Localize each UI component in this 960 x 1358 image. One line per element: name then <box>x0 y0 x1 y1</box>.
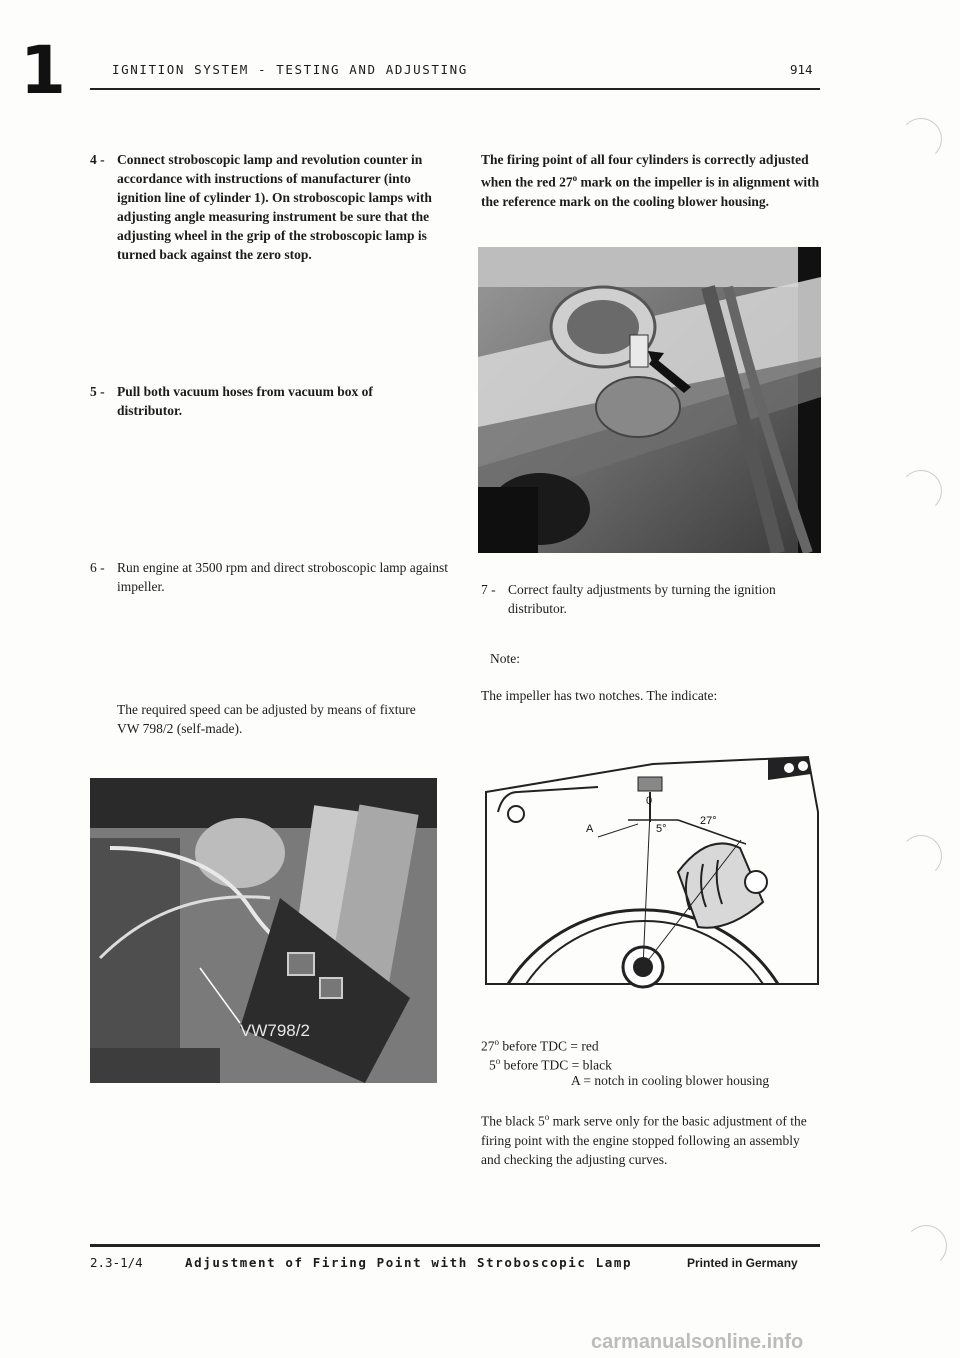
step-6 <box>90 558 470 596</box>
step-7-number: 7 - <box>481 582 496 597</box>
legend-red-value: 27 <box>481 1038 495 1054</box>
step-4-text: Connect stroboscopic lamp and revolution counter in accordance with instructions of manufacturer (into ignition line of cylinder 1). On stroboscopic lamps with adjusting angle measuring instrument be sure that the adjusting wheel in the grip of the stroboscopic lamp is turned back against the zero stop. <box>117 152 432 262</box>
fixture-label: VW798/2 <box>240 1021 310 1040</box>
page-header-model: 914 <box>790 62 813 77</box>
impeller-photo <box>478 247 821 553</box>
step-7-text: Correct faulty adjustments by turning the ignition distributor. <box>508 582 776 616</box>
step-6-text: Run engine at 3500 rpm and direct stroboscopic lamp against impeller. <box>117 560 449 594</box>
step-4-number: 4 - <box>90 152 105 167</box>
diagram-label-a: A <box>586 823 594 835</box>
black-mark-note-a: The black 5 <box>481 1113 545 1129</box>
fixture-photo <box>90 778 437 1083</box>
black-mark-note-b: mark serve only for the basic adjustment of the firing point with the engine stopped following an assembly and checking the adjusting curves. <box>481 1113 807 1167</box>
legend-black-degree: o <box>495 1056 501 1066</box>
step-5 <box>90 382 440 420</box>
firing-point-intro-after: mark on the impeller is in alignment with the reference mark on the cooling blower housing. <box>481 174 820 209</box>
step-5-text: Pull both vacuum hoses from vacuum box of distributor. <box>117 384 373 418</box>
header-rule <box>90 88 820 90</box>
fixture-photo-drawing <box>90 778 437 1083</box>
impeller-diagram-drawing <box>478 752 823 992</box>
page-header-title: IGNITION SYSTEM - TESTING AND ADJUSTING <box>112 62 468 77</box>
binder-hole <box>900 470 942 512</box>
footer-printed: Printed in Germany <box>687 1256 798 1270</box>
step-6-number: 6 - <box>90 560 105 575</box>
black-mark-note-degree: o <box>544 1112 550 1122</box>
impeller-diagram <box>478 752 823 992</box>
firing-point-intro-before: The firing point of all four cylinders is correctly adjusted when the red 27 <box>481 152 809 190</box>
diagram-label-5deg: 5° <box>656 823 667 835</box>
step-5-number: 5 - <box>90 384 105 399</box>
footer-rule <box>90 1244 820 1247</box>
legend-black-value: 5 <box>489 1057 496 1073</box>
legend-red-degree: o <box>494 1037 499 1047</box>
diagram-label-27deg: 27° <box>700 815 717 827</box>
firing-point-intro-degree: o <box>572 173 578 183</box>
black-mark-note <box>481 1108 821 1169</box>
diagram-label-zero: 0 <box>646 795 653 807</box>
footer-title: Adjustment of Firing Point with Stroboscopic Lamp <box>185 1255 633 1270</box>
legend-black-text: before TDC = black <box>500 1057 612 1073</box>
impeller-photo-drawing <box>478 247 821 553</box>
step-7 <box>481 580 821 618</box>
watermark: carmanualsonline.info <box>591 1331 804 1353</box>
note-text: The impeller has two notches. The indicate: <box>481 688 718 703</box>
legend-notch: A = notch in cooling blower housing <box>571 1073 770 1088</box>
note-label: Note: <box>490 651 520 666</box>
binder-hole <box>900 835 942 877</box>
speed-note: The required speed can be adjusted by means of fixture VW 798/2 (self-made). <box>117 702 416 736</box>
section-number: 1 <box>20 32 66 109</box>
step-4 <box>90 150 440 264</box>
firing-point-intro <box>481 150 821 211</box>
binder-hole <box>900 118 942 160</box>
binder-hole <box>905 1225 947 1267</box>
footer-code: 2.3-1/4 <box>90 1255 143 1270</box>
legend-red-text: before TDC = red <box>499 1038 599 1054</box>
